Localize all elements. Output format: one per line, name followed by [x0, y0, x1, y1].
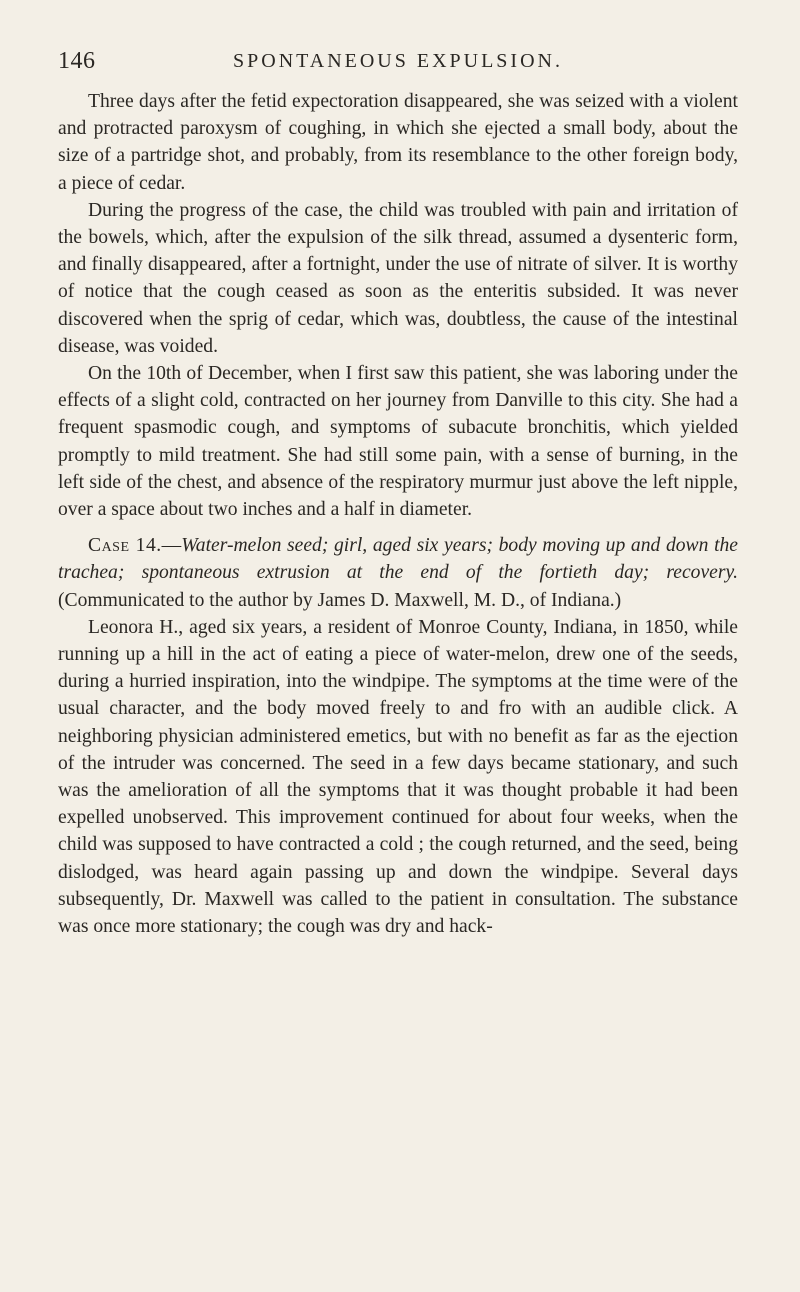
- case-number: Case 14.: [88, 535, 162, 557]
- running-head: [58, 48, 738, 82]
- case-title: Water-melon seed; girl, aged six years; body moving up and down the trachea; spontaneous extrusion at the end of the fortieth day; recovery.: [58, 535, 739, 584]
- case-heading: [58, 532, 738, 614]
- case-dash: —: [161, 535, 182, 557]
- running-title: SPONTANEOUS EXPULSION.: [233, 50, 563, 72]
- paragraph-1: Three days after the fetid expectoration disappeared, she was seized with a violent and protracted paroxysm of coughing, in which she ejected a small body, about the size of a partridge shot, and probably, from its resemblance to the other foreign body, a piece of cedar.: [58, 91, 738, 194]
- case-source: (Communicated to the author by James D. Maxwell, M. D., of Indiana.): [58, 589, 622, 611]
- paragraph-2: During the progress of the case, the child was troubled with pain and irritation of the bowels, which, after the expulsion of the silk thread, assumed a dysenteric form, and finally disappeared, after a fortnight, under the use of nitrate of silver. It is worthy of notice that the cough ceased as soon as the enteritis subsided. It was never discovered when the sprig of cedar, which was, doubtless, the cause of the intestinal disease, was voided.: [58, 199, 738, 357]
- paragraph-3: On the 10th of December, when I first saw this patient, she was laboring under the effects of a slight cold, contracted on her journey from Danville to this city. She had a frequent spasmodic cough, and symptoms of subacute bronchitis, which yielded promptly to mild treatment. She had still some pain, with a sense of burning, in the left side of the chest, and absence of the respiratory murmur just above the left nipple, over a space about two inches and a half in diameter.: [58, 363, 738, 521]
- page-number: 146: [58, 48, 96, 74]
- body-text: [58, 88, 738, 940]
- paragraph-5: Leonora H., aged six years, a resident of Monroe County, Indiana, in 1850, while running up a hill in the act of eating a piece of water-melon, drew one of the seeds, during a hurried inspiration, into the windpipe. The symptoms at the time were of the usual character, and the body moved freely to and fro with an audible click. A neighboring physician administered emetics, but with no benefit as far as the ejection of the intruder was concerned. The seed in a few days became stationary, and such was the amelioration of all the symptoms that it was thought probable it had been expelled unobserved. This improvement continued for about four weeks, when the child was supposed to have contracted a cold ; the cough returned, and the seed, being dislodged, was heard again passing up and down the windpipe. Several days subsequently, Dr. Maxwell was called to the patient in consultation. The substance was once more stationary; the cough was dry and hack-: [58, 616, 738, 938]
